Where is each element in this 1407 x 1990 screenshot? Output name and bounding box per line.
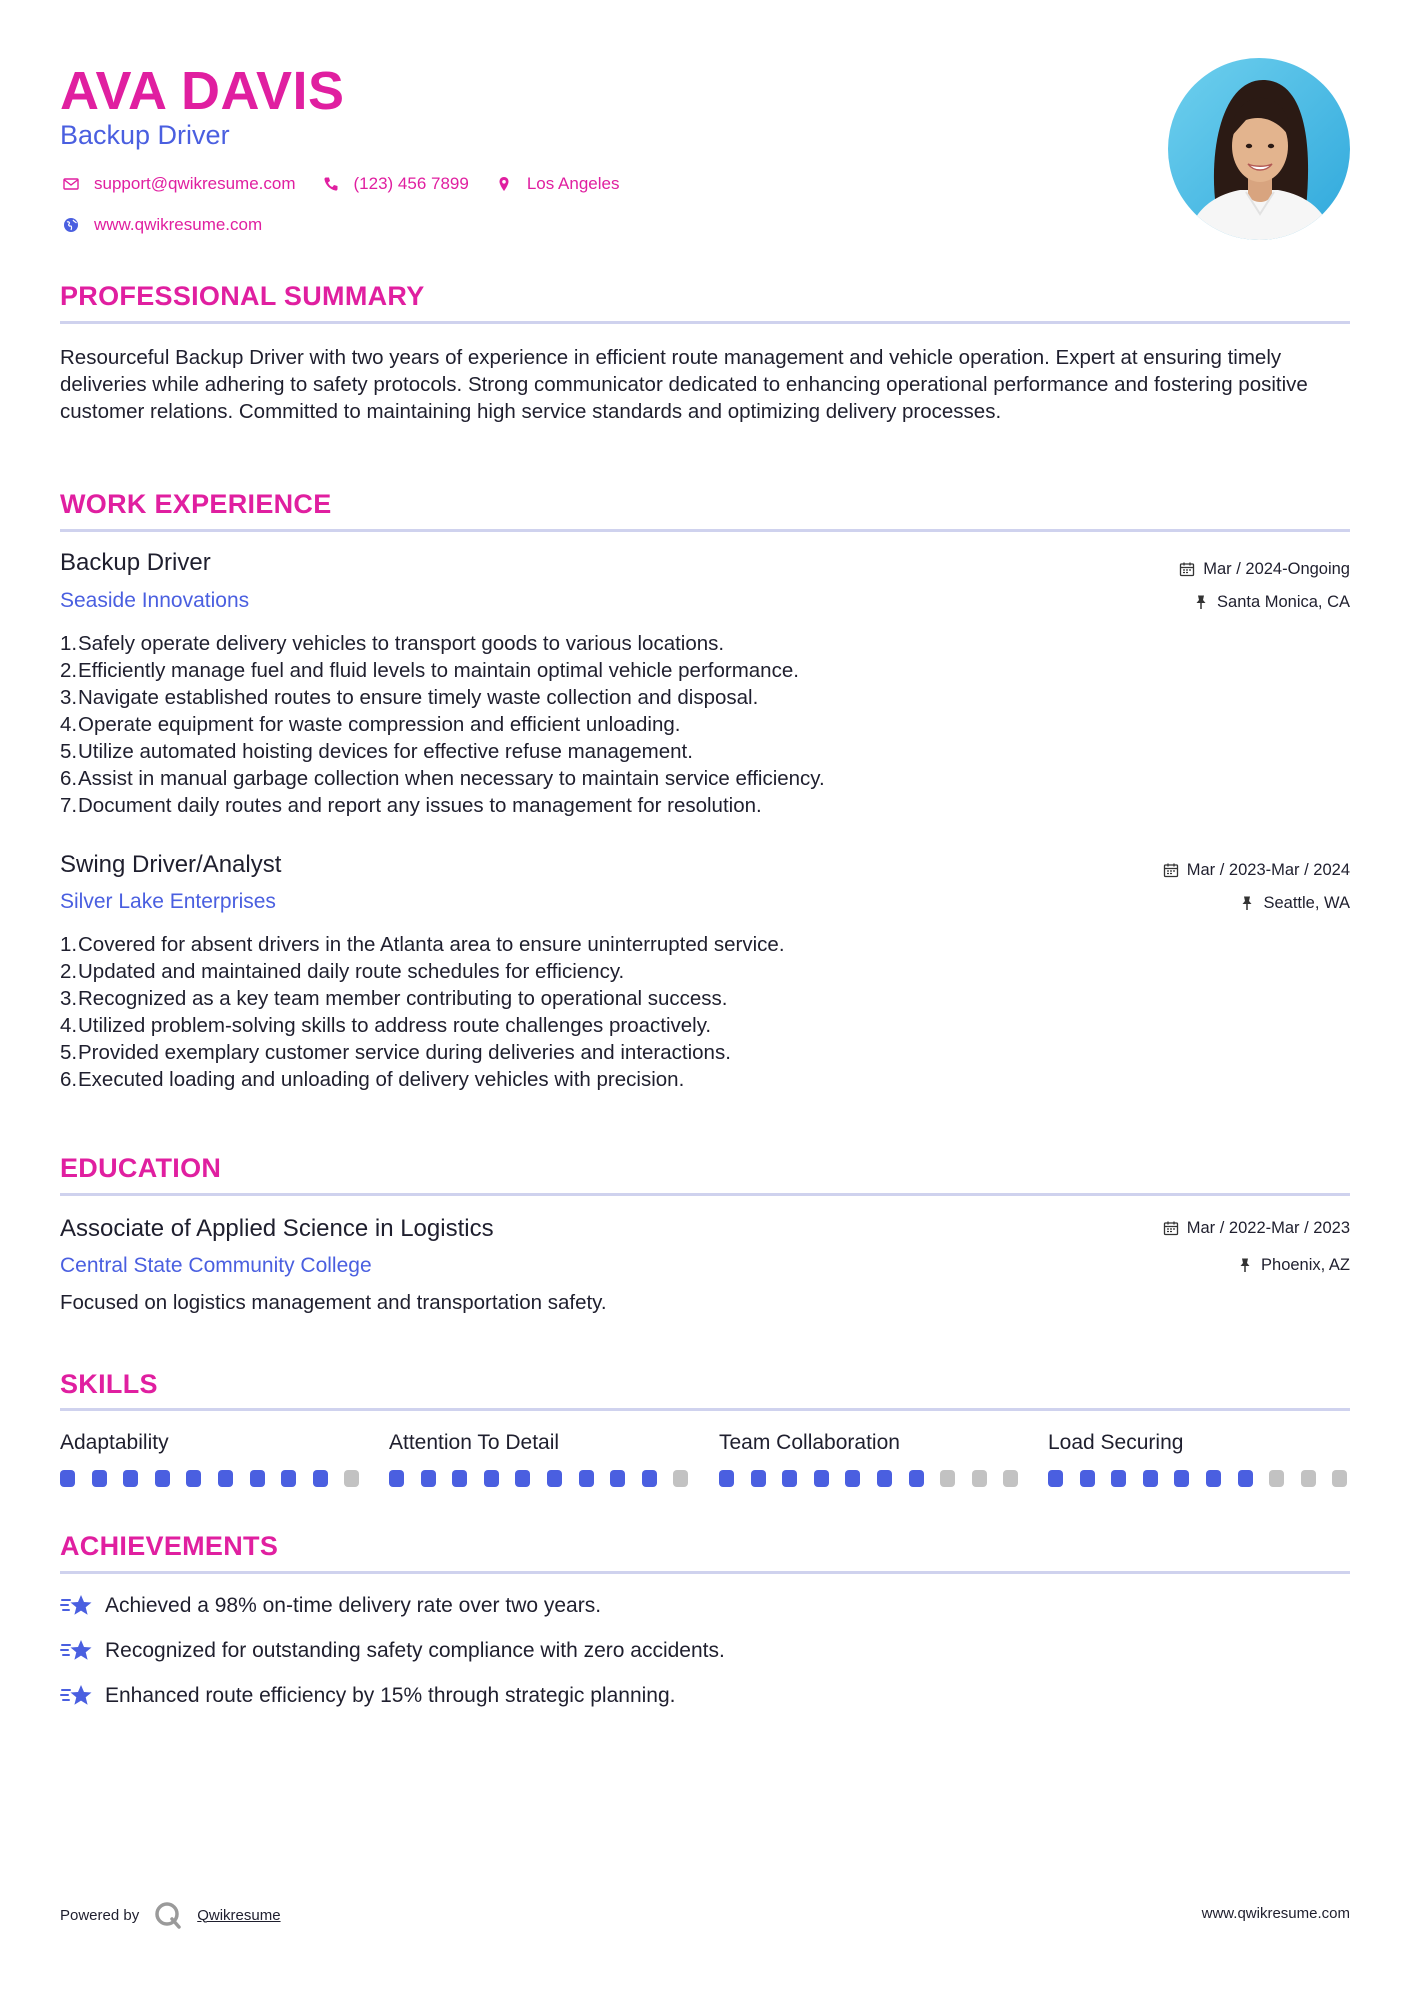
job-2-title: Swing Driver/Analyst: [60, 851, 282, 878]
skill-rating: [1048, 1470, 1348, 1487]
skill-label: Attention To Detail: [389, 1431, 560, 1454]
list-item: 3. Navigate established routes to ensure timely waste collection and disposal.: [60, 686, 759, 709]
job-1-dates-text: Mar / 2024-Ongoing: [1203, 560, 1350, 578]
rating-dot-filled: [1238, 1470, 1253, 1487]
rating-dot-empty: [1269, 1470, 1284, 1487]
rating-dot-empty: [1003, 1470, 1018, 1487]
rating-dot-filled: [515, 1470, 530, 1487]
education-description: Focused on logistics management and transportation safety.: [60, 1291, 607, 1314]
education-location: [1237, 1254, 1350, 1276]
envelope-icon: [60, 173, 82, 195]
degree-title: Associate of Applied Science in Logistics: [60, 1215, 494, 1242]
calendar-icon: [1163, 862, 1179, 878]
skill-label: Team Collaboration: [719, 1431, 900, 1454]
rating-dot-filled: [313, 1470, 328, 1487]
rating-dot-filled: [452, 1470, 467, 1487]
rating-dot-filled: [1143, 1470, 1158, 1487]
rating-dot-filled: [1080, 1470, 1095, 1487]
list-item: 3. Recognized as a key team member contributing to operational success.: [60, 987, 728, 1010]
qwikresume-logo-icon: [153, 1900, 183, 1930]
list-item: 4. Utilized problem-solving skills to address route challenges proactively.: [60, 1014, 712, 1037]
list-item: 5. Provided exemplary customer service during deliveries and interactions.: [60, 1041, 731, 1064]
list-item: 1. Safely operate delivery vehicles to transport goods to various locations.: [60, 632, 725, 655]
star-icon: [60, 1637, 94, 1665]
contact-row-1: [60, 173, 643, 195]
education-dates-text: Mar / 2022-Mar / 2023: [1186, 1219, 1350, 1237]
skill-label: Load Securing: [1048, 1431, 1184, 1454]
phone-text: (123) 456 7899: [353, 174, 469, 193]
rating-dot-filled: [547, 1470, 562, 1487]
rating-dot-filled: [642, 1470, 657, 1487]
summary-heading: PROFESSIONAL SUMMARY: [60, 281, 425, 311]
powered-by-label: Powered by: [60, 1906, 140, 1924]
rating-dot-empty: [940, 1470, 955, 1487]
candidate-role: Backup Driver: [60, 120, 230, 150]
list-item: 2. Efficiently manage fuel and fluid levels to maintain optimal vehicle performance.: [60, 659, 799, 682]
rating-dot-empty: [972, 1470, 987, 1487]
rating-dot-filled: [1111, 1470, 1126, 1487]
job-2-location: [1239, 892, 1350, 914]
pushpin-icon: [1239, 895, 1255, 911]
list-item: 5. Utilize automated hoisting devices for effective refuse management.: [60, 740, 693, 763]
rating-dot-filled: [1174, 1470, 1189, 1487]
skills-divider: [60, 1408, 1350, 1411]
job-2-company: Silver Lake Enterprises: [60, 890, 276, 913]
skill-adaptability: [60, 1429, 360, 1487]
summary-text: Resourceful Backup Driver with two years of experience in efficient route management and vehicle operation. Expert at ensuring timely deliveries while adhering to safety protocols. Strong communicator dedicated to enhancing operational performance and fostering positive customer relations. Committed to maintaining high service standards and optimizing delivery processes.: [60, 346, 1308, 423]
rating-dot-filled: [814, 1470, 829, 1487]
experience-heading: WORK EXPERIENCE: [60, 489, 332, 519]
star-icon: [60, 1592, 94, 1620]
skill-load-securing: [1048, 1429, 1348, 1487]
rating-dot-filled: [782, 1470, 797, 1487]
skill-label: Adaptability: [60, 1431, 169, 1454]
job-2-bullets: [60, 931, 1350, 1093]
website-text: www.qwikresume.com: [94, 215, 263, 234]
list-item: 6. Assist in manual garbage collection when necessary to maintain service efficiency.: [60, 767, 825, 790]
map-pin-icon: [493, 173, 515, 195]
rating-dot-filled: [909, 1470, 924, 1487]
school-name: Central State Community College: [60, 1254, 372, 1277]
skill-rating: [389, 1470, 689, 1487]
job-1-location-text: Santa Monica, CA: [1217, 593, 1350, 611]
job-1-title: Backup Driver: [60, 549, 211, 576]
achievements-heading: ACHIEVEMENTS: [60, 1531, 279, 1561]
rating-dot-filled: [719, 1470, 734, 1487]
rating-dot-filled: [877, 1470, 892, 1487]
footer-site: www.qwikresume.com: [1201, 1905, 1350, 1922]
rating-dot-filled: [250, 1470, 265, 1487]
email-text: support@qwikresume.com: [94, 174, 296, 193]
job-2-dates: [1163, 859, 1350, 881]
list-item: 1. Covered for absent drivers in the Atlanta area to ensure uninterrupted service.: [60, 933, 785, 956]
education-dates: [1163, 1217, 1350, 1239]
list-item: 4. Operate equipment for waste compression and efficient unloading.: [60, 713, 681, 736]
location-text: Los Angeles: [526, 174, 620, 193]
globe-icon: [60, 214, 82, 236]
skill-rating: [719, 1470, 1019, 1487]
list-item: 2. Updated and maintained daily route schedules for efficiency.: [60, 960, 625, 983]
rating-dot-empty: [673, 1470, 688, 1487]
rating-dot-filled: [484, 1470, 499, 1487]
skill-attention-to-detail: [389, 1429, 689, 1487]
contact-website[interactable]: [60, 214, 262, 236]
job-1-dates: [1179, 558, 1350, 580]
job-1-location: [1193, 591, 1350, 613]
contact-row-2: [60, 214, 286, 236]
job-1-bullets: [60, 630, 1350, 819]
rating-dot-filled: [421, 1470, 436, 1487]
summary-divider: [60, 321, 1350, 324]
pushpin-icon: [1193, 594, 1209, 610]
skills-heading: SKILLS: [60, 1369, 158, 1399]
calendar-icon: [1163, 1220, 1179, 1236]
rating-dot-filled: [123, 1470, 138, 1487]
rating-dot-filled: [281, 1470, 296, 1487]
rating-dot-filled: [155, 1470, 170, 1487]
pushpin-icon: [1237, 1257, 1253, 1273]
education-divider: [60, 1193, 1350, 1196]
rating-dot-empty: [1301, 1470, 1316, 1487]
rating-dot-filled: [389, 1470, 404, 1487]
skill-team-collaboration: [719, 1429, 1019, 1487]
list-item: 7. Document daily routes and report any issues to management for resolution.: [60, 794, 762, 817]
calendar-icon: [1179, 561, 1195, 577]
profile-photo: [1168, 58, 1350, 240]
rating-dot-filled: [579, 1470, 594, 1487]
achievement-item: Enhanced route efficiency by 15% through strategic planning.: [60, 1682, 676, 1710]
experience-divider: [60, 529, 1350, 532]
qwikresume-link[interactable]: Qwikresume: [197, 1906, 281, 1924]
rating-dot-filled: [1206, 1470, 1221, 1487]
rating-dot-filled: [92, 1470, 107, 1487]
rating-dot-empty: [1332, 1470, 1347, 1487]
phone-icon: [320, 173, 342, 195]
contact-phone[interactable]: [320, 173, 469, 195]
contact-location: [493, 173, 620, 195]
rating-dot-filled: [60, 1470, 75, 1487]
skill-rating: [60, 1470, 360, 1487]
job-1-company: Seaside Innovations: [60, 589, 250, 612]
job-2-dates-text: Mar / 2023-Mar / 2024: [1186, 861, 1350, 879]
rating-dot-filled: [610, 1470, 625, 1487]
rating-dot-filled: [218, 1470, 233, 1487]
footer-powered-by: [60, 1900, 281, 1930]
rating-dot-filled: [1048, 1470, 1063, 1487]
rating-dot-filled: [845, 1470, 860, 1487]
achievement-item: Recognized for outstanding safety compliance with zero accidents.: [60, 1637, 725, 1665]
achievements-divider: [60, 1571, 1350, 1574]
contact-email[interactable]: [60, 173, 296, 195]
education-heading: EDUCATION: [60, 1153, 222, 1183]
achievement-item: Achieved a 98% on-time delivery rate over two years.: [60, 1592, 601, 1620]
rating-dot-filled: [186, 1470, 201, 1487]
education-location-text: Phoenix, AZ: [1261, 1256, 1350, 1274]
rating-dot-filled: [751, 1470, 766, 1487]
candidate-name: AVA DAVIS: [60, 61, 345, 121]
star-icon: [60, 1682, 94, 1710]
rating-dot-empty: [344, 1470, 359, 1487]
list-item: 6. Executed loading and unloading of delivery vehicles with precision.: [60, 1068, 685, 1091]
job-2-location-text: Seattle, WA: [1263, 894, 1350, 912]
